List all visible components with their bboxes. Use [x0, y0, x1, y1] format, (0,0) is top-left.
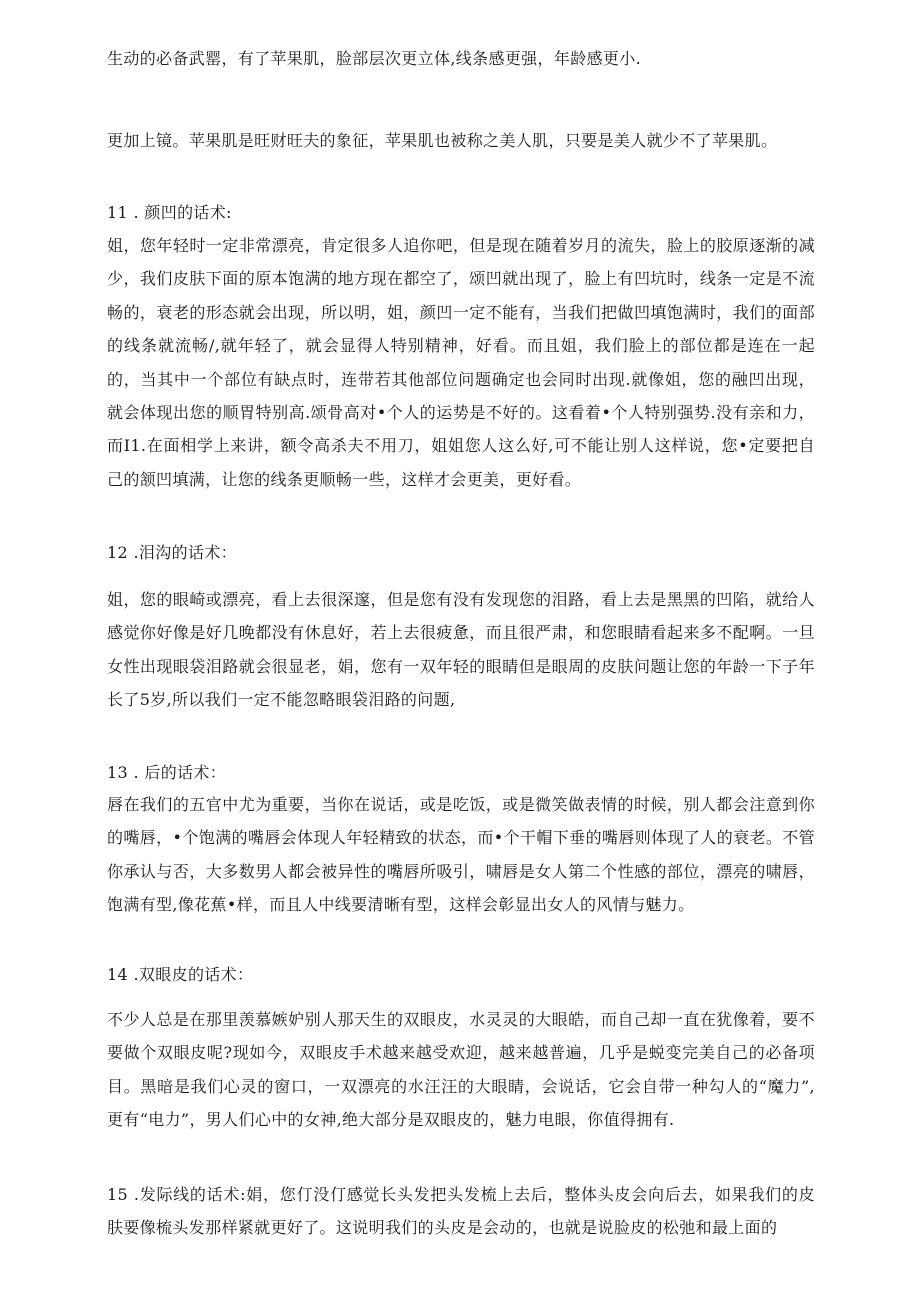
section-12-heading: 12 .泪沟的话术： — [107, 543, 238, 562]
section-11-body: 姐，您年轻时一定非常漂亮，肯定很多人追你吧，但是现在随着岁月的流失，脸上的胶原逐渐的减少，我们皮肤下面的原本饱满的地方现在都空了，颂凹就出现了，脸上有凹坑时，线条一定是不流畅的，衰老的形态就会出现，所以明，姐，颜凹一定不能有，当我们把做凹填饱满时，我们的面部的线条就流畅/,就年轻了，就会显得人特别精神，好看。而且姐，我们脸上的部位都是连在一起的，当其中一个部位有缺点时，连带若其他部位问题确定也会同时出现.就像姐，您的融凹出现，就会体现出您的顺胃特别高.颂骨高对•个人的运势是不好的。这看着•个人特别强势.没有亲和力，而I1.在面相学上来讲，额令高杀夫不用刀，姐姐您人这么好,可不能让别人这样说，您•定要把自己的颔凹填满，让您的线条更顺畅一些，这样才会更美，更好看。 — [107, 236, 815, 489]
section-11-heading: 11 . 颜凹的话术: — [107, 203, 232, 222]
section-15-paragraph: 15 .发际线的话术:娟，您仃没仃感觉长头发把头发梳上去后，整体头皮会向后去，如果我们的皮肤要像梳头发那样紧就更好了。这说明我们的头皮是会动的，也就是说脸皮的松弛和最上面的 — [107, 1185, 815, 1238]
section-14-body: 不少人总是在那里羡慕嫉妒别人那天生的双眼皮，水灵灵的大眼皓，而自己却一直在犹像着，要不要做个双眼皮呢?现如今，双眼皮手术越来越受欢迎，越来越普遍，几乎是蜕变完美自己的必备项目。黑暗是我们心灵的窗口，一双漂亮的水汪汪的大眼睛，会说话，它会自带一种勾人的“魔力”,更有“电力”，男人们心中的女神,绝大部分是双眼皮的，魅力电眼，你值得拥有. — [107, 1010, 815, 1130]
intro-paragraph-2: 更加上镜。苹果肌是旺财旺夫的象征，苹果肌也被称之美人肌，只要是美人就少不了苹果肌。 — [107, 131, 778, 150]
section-12-body: 姐，您的眼崎或漂亮，看上去很深邃，但是您有没有发现您的泪路，看上去是黑黑的凹陷，就给人感觉你好像是好几晚都没有休息好，若上去很疲惫，而且很严肃，和您眼睛看起来多不配啊。一旦女性出现眼袋泪路就会很显老，娟，您有一双年轻的眼睛但是眼周的皮肤问题让您的年龄一下子年长了5岁,所以我们一定不能忽略眼袋泪路的问题, — [107, 590, 815, 710]
section-14-heading: 14 .双眼皮的话术： — [107, 965, 254, 984]
section-13-heading: 13 . 后的话术： — [107, 763, 227, 782]
intro-paragraph-1: 生动的必备武罂，有了苹果肌，脸部层次更立体,线条感更强，年龄感更小. — [107, 49, 642, 68]
section-13-body: 唇在我们的五官中尤为重要，当你在说话，或是吃饭，或是微笑做表情的时候，别人都会注意到你的嘴唇，•个饱满的嘴唇会体现人年轻精致的状态，而•个干帽下垂的嘴唇则体现了人的衰老。不管你承认与否，大多数男人都会被异性的嘴唇所吸引，啸唇是女人第二个性感的部位，漂亮的啸唇，饱满有型,像花蕉•样，而且人中线要清晰有型，这样会彰显出女人的风情与魅力。 — [107, 795, 815, 915]
